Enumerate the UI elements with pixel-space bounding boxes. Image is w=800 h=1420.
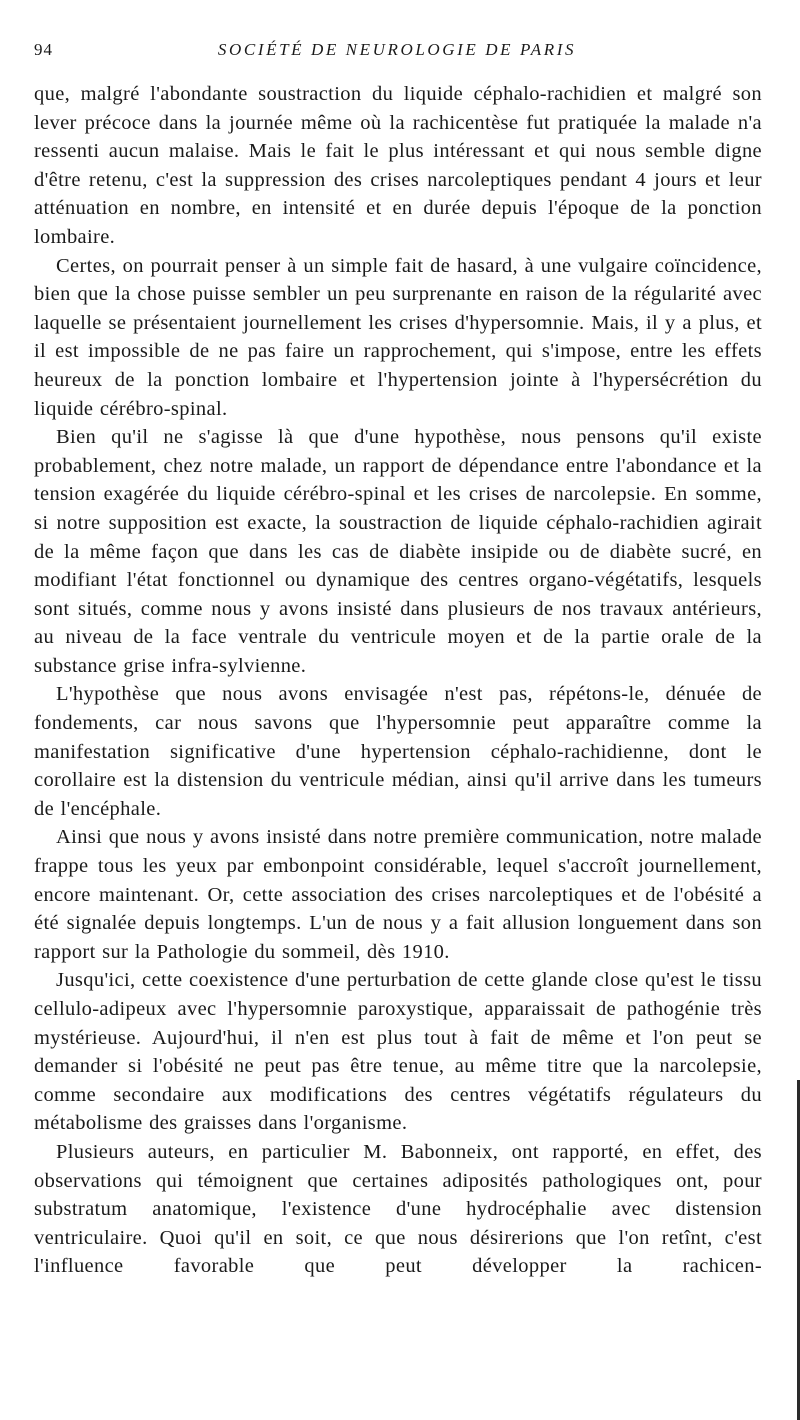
- page-number: 94: [34, 40, 53, 59]
- paragraph: Bien qu'il ne s'agisse là que d'une hypothèse, nous pensons qu'il existe probablement, chez notre malade, un rapport de dépendance entre l'abondance et la tension exagérée du liquide cérébro-spinal et les crises de narcolepsie. En somme, si notre supposition est exacte, la soustraction de liquide céphalo-rachidien agirait de la même façon que dans les cas de diabète insipide ou de diabète sucré, en modifiant l'état fonctionnel ou dynamique des centres organo-végétatifs, lesquels sont situés, comme nous y avons insisté dans plusieurs de nos travaux antérieurs, au niveau de la face ventrale du ventricule moyen et de la partie orale de la substance grise infra-sylvienne.: [34, 426, 762, 677]
- journal-title: SOCIÉTÉ DE NEUROLOGIE DE PARIS: [217, 40, 577, 59]
- paragraph: Certes, on pourrait penser à un simple fait de hasard, à une vulgaire coïncidence, bien que la chose puisse sembler un peu surprenante en raison de la régularité avec laquelle se présentaient journellement les crises d'hypersomnie. Mais, il y a plus, et il est impossible de ne pas faire un rapprochement, qui s'impose, entre les effets heureux de la ponction lombaire et l'hypertension jointe à l'hypersécrétion du liquide cérébro-spinal.: [34, 254, 762, 420]
- paragraph: L'hypothèse que nous avons envisagée n'est pas, répétons-le, dénuée de fondements, car nous savons que l'hypersomnie peut apparaître comme la manifestation significative d'une hypertension céphalo-rachidienne, dont le corollaire est la distension du ventricule médian, ainsi qu'il arrive dans les tumeurs de l'encéphale.: [34, 683, 762, 820]
- paragraph: Ainsi que nous y avons insisté dans notre première communication, notre malade frappe tous les yeux par embonpoint considérable, lequel s'accroît journellement, encore maintenant. Or, cette association des crises narcoleptiques et de l'obésité a été signalée depuis longtemps. L'un de nous y a fait allusion longuement dans son rapport sur la Pathologie du sommeil, dès 1910.: [34, 826, 762, 963]
- paragraph: que, malgré l'abondante soustraction du liquide céphalo-rachidien et malgré son lever précoce dans la journée même où la rachicentèse fut pratiquée la malade n'a ressenti aucun malaise. Mais le fait le plus intéressant et qui nous semble digne d'être retenu, c'est la suppression des crises narcoleptiques pendant 4 jours et leur atténuation en nombre, en intensité et en durée depuis l'époque de la ponction lombaire.: [34, 83, 762, 248]
- running-header: [34, 40, 760, 64]
- paragraph: Plusieurs auteurs, en particulier M. Babonneix, ont rapporté, en effet, des observations qui témoignent que certaines adiposités pathologiques ont, pour substratum anatomique, l'existence d'une hydrocéphalie avec distension ventriculaire. Quoi qu'il en soit, ce que nous désirerions que l'on retînt, c'est l'influence favorable que peut développer la rachicen-: [34, 1140, 762, 1278]
- body-text: [34, 80, 762, 1281]
- paragraph: Jusqu'ici, cette coexistence d'une perturbation de cette glande close qu'est le tissu cellulo-adipeux avec l'hypersomnie paroxystique, apparaissait de pathogénie très mystérieuse. Aujourd'hui, il n'en est plus tout à fait de même et l'on peut se demander si l'obésité ne peut pas être tenue, au même titre que la narcolepsie, comme secondaire aux modifications des centres végétatifs régulateurs du métabolisme des graisses dans l'organisme.: [34, 969, 762, 1135]
